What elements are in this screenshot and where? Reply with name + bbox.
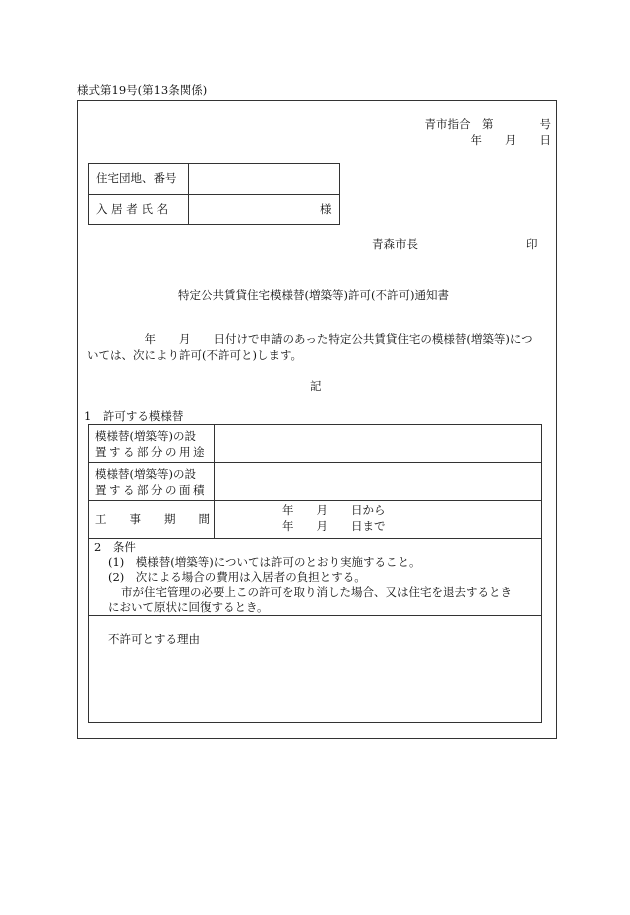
issue-date: 年 月 日 [470, 133, 551, 147]
use-label-line-1: 模様替(増築等)の設 [95, 429, 196, 443]
construction-period-label: 工 事 期 間 [95, 512, 210, 526]
ki-marker: 記 [310, 379, 322, 393]
section-1-heading: 1 許可する模様替 [84, 409, 184, 423]
condition-item-2-detail-2: において原状に回復するとき。 [108, 600, 269, 614]
body-text-line-1: 年 月 日付けで申請のあった特定公共賃貸住宅の模様替(増築等)につ [87, 332, 533, 346]
seal-mark: 印 [526, 237, 538, 251]
honorific-sama: 様 [320, 202, 332, 216]
condition-item-2-detail-1: 市が住宅管理の必要上この許可を取り消した場合、又は住宅を退去するとき [121, 585, 512, 599]
period-to: 年 月 日まで [282, 519, 386, 533]
condition-item-2: (2) 次による場合の費用は入居者の負担とする。 [108, 570, 366, 584]
addressee-table-divider [88, 194, 340, 195]
permit-table-divider-3 [88, 538, 542, 539]
conditions-heading: 2 条件 [94, 540, 136, 554]
permit-table-divider-4 [88, 615, 542, 616]
area-label-line-1: 模様替(増築等)の設 [95, 467, 196, 481]
permit-table-divider-1 [88, 462, 542, 463]
form-number-label: 様式第19号(第13条関係) [77, 83, 208, 97]
condition-item-1: (1) 模様替(増築等)については許可のとおり実施すること。 [108, 555, 421, 569]
permit-table-divider-2 [88, 500, 542, 501]
document-title: 特定公共賃貸住宅模様替(増築等)許可(不許可)通知書 [178, 288, 449, 302]
area-label-line-2: 置する部分の面積 [95, 483, 207, 497]
refusal-reason-label: 不許可とする理由 [108, 632, 200, 646]
use-label-line-2: 置する部分の用途 [95, 445, 207, 459]
housing-estate-number-label: 住宅団地、番号 [96, 171, 177, 185]
issuer-name: 青森市長 [372, 237, 418, 251]
permit-table-column-divider [214, 424, 215, 538]
addressee-table-column-divider [188, 163, 189, 225]
reference-number: 青市指合 第 号 [424, 117, 551, 131]
period-from: 年 月 日から [282, 503, 386, 517]
body-text-line-2: いては、次により許可(不許可と)します。 [87, 348, 303, 362]
resident-name-label: 入 居 者 氏 名 [96, 202, 169, 216]
